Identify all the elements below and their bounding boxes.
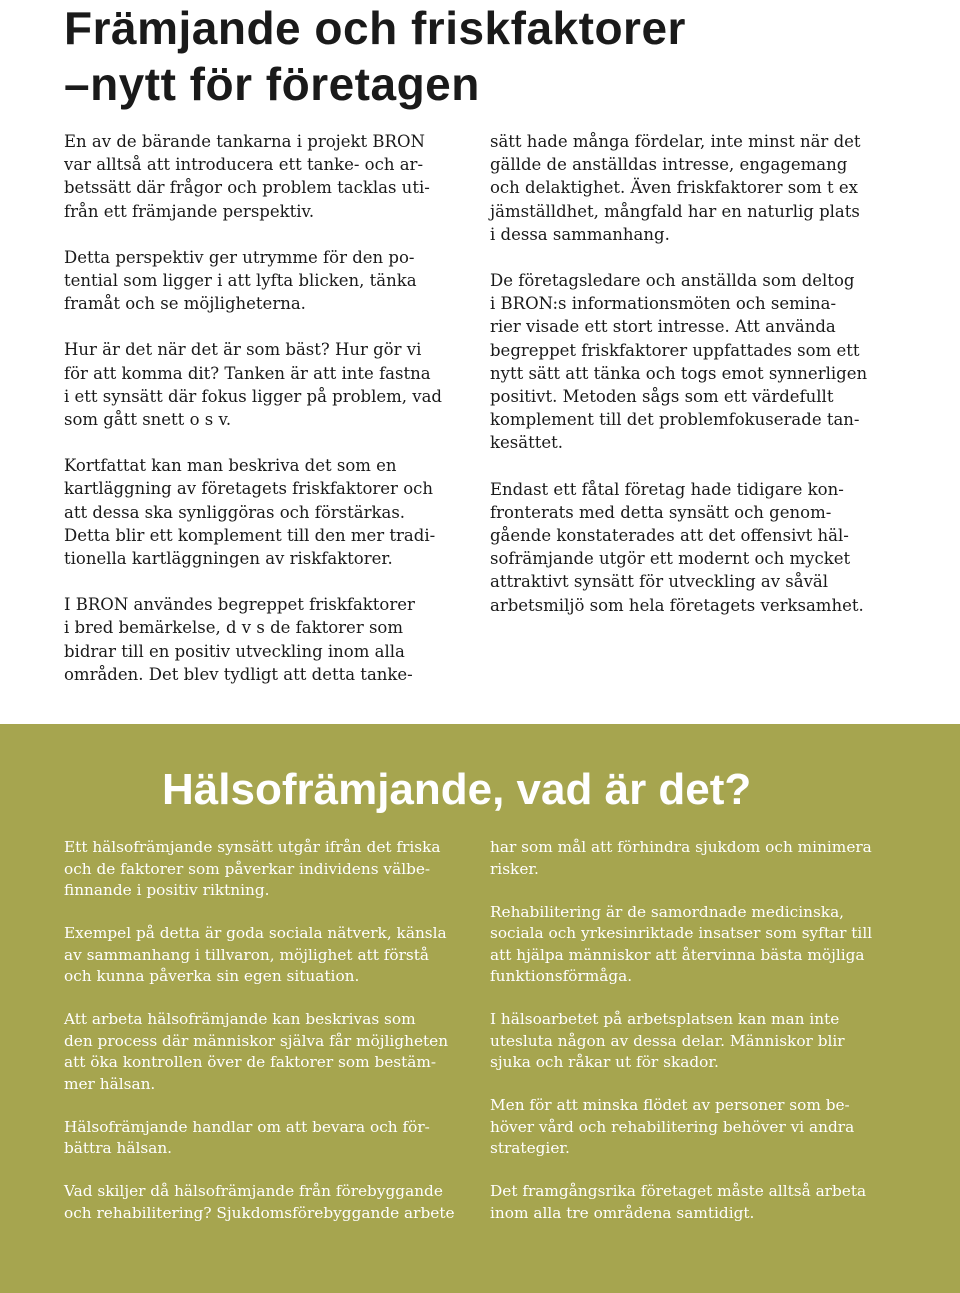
paragraph: Endast ett fåtal företag hade tidigare kon- fronterats med detta synsätt och genom- gående konstaterades att det offensivt häl- sofrämjande utgör ett modernt och mycket attraktivt synsätt för utveckling av såväl arbetsmiljö som hela företagets verksamhet. <box>490 479 864 615</box>
paragraph: Detta perspektiv ger utrymme för den po- tential som ligger i att lyfta blicken, tänka framåt och se möjligheterna. <box>64 247 417 314</box>
paragraph: Att arbeta hälsofrämjande kan beskrivas som den process där människor själva får möjligheten att öka kontrollen över de faktorer som bestäm- mer hälsan. <box>64 1010 449 1093</box>
paragraph: I BRON användes begreppet friskfaktorer i bred bemärkelse, d v s de faktorer som bidrar till en positiv utveckling inom alla områden. Det blev tydligt att detta tanke- <box>64 595 415 684</box>
paragraph: har som mål att förhindra sjukdom och minimera risker. <box>490 838 872 878</box>
paragraph: Men för att minska flödet av personer som be- höver vård och rehabilitering behöver vi andra strategier. <box>490 1096 855 1157</box>
paragraph: Hälsofrämjande handlar om att bevara och för- bättra hälsan. <box>64 1117 430 1157</box>
paragraph: Rehabilitering är de samordnade medicinska, sociala och yrkesinriktade insatser som syftar till att hjälpa människor att återvinna bästa möjliga funktionsförmåga. <box>490 902 873 985</box>
paragraph: Ett hälsofrämjande synsätt utgår ifrån det friska och de faktorer som påverkar individens välbe- finnande i positiv riktning. <box>64 838 441 899</box>
info-box-title: Hälsofrämjande, vad är det? <box>162 765 752 814</box>
paragraph: En av de bärande tankarna i projekt BRON var alltså att introducera ett tanke- och ar- betssätt där frågor och problem tacklas uti- från ett främjande perspektiv. <box>64 132 430 221</box>
paragraph: Exempel på detta är goda sociala nätverk, känsla av sammanhang i tillvaron, möjlighet att förstå och kunna påverka sin egen situation. <box>64 924 447 985</box>
paragraph: Kortfattat kan man beskriva det som en kartläggning av företagets friskfaktorer och att dessa ska synliggöras och förstärkas. Detta blir ett komplement till den mer tradi- tionella kartläggningen av riskfaktorer. <box>64 456 436 569</box>
paragraph: Hur är det när det är som bäst? Hur gör vi för att komma dit? Tanken är att inte fastna i ett synsätt där fokus ligger på problem, vad som gått snett o s v. <box>64 340 442 430</box>
paragraph: De företagsledare och anställda som deltog i BRON:s informationsmöten och semina- rier visade ett stort intresse. Att använda begreppet friskfaktorer uppfattades som ett nytt sätt att tänka och togs emot synnerligen positivt. Metoden sågs som ett värdefullt komplement till det problemfokuserade tan- kesättet. <box>490 271 868 453</box>
paragraph: Det framgångsrika företaget måste alltså arbeta inom alla tre områdena samtidigt. <box>490 1182 867 1222</box>
intro-right-column <box>490 130 910 617</box>
intro-left-column <box>64 130 474 686</box>
info-box-right-column <box>490 837 910 1224</box>
title-line-1: Främjande och friskfaktorer <box>64 2 686 54</box>
paragraph: I hälsoarbetet på arbetsplatsen kan man inte utesluta någon av dessa delar. Människor blir sjuka och råkar ut för skador. <box>490 1010 845 1071</box>
info-box-left-column <box>64 837 484 1224</box>
title-line-2: –nytt för företagen <box>64 58 480 110</box>
paragraph: Vad skiljer då hälsofrämjande från förebyggande och rehabilitering? Sjukdomsförebyggande arbete <box>64 1182 455 1222</box>
page-title <box>64 0 686 112</box>
paragraph: sätt hade många fördelar, inte minst när det gällde de anställdas intresse, engagemang och delaktighet. Även friskfaktorer som t ex jämställdhet, mångfald har en naturlig plats i dessa sammanhang. <box>490 132 861 244</box>
